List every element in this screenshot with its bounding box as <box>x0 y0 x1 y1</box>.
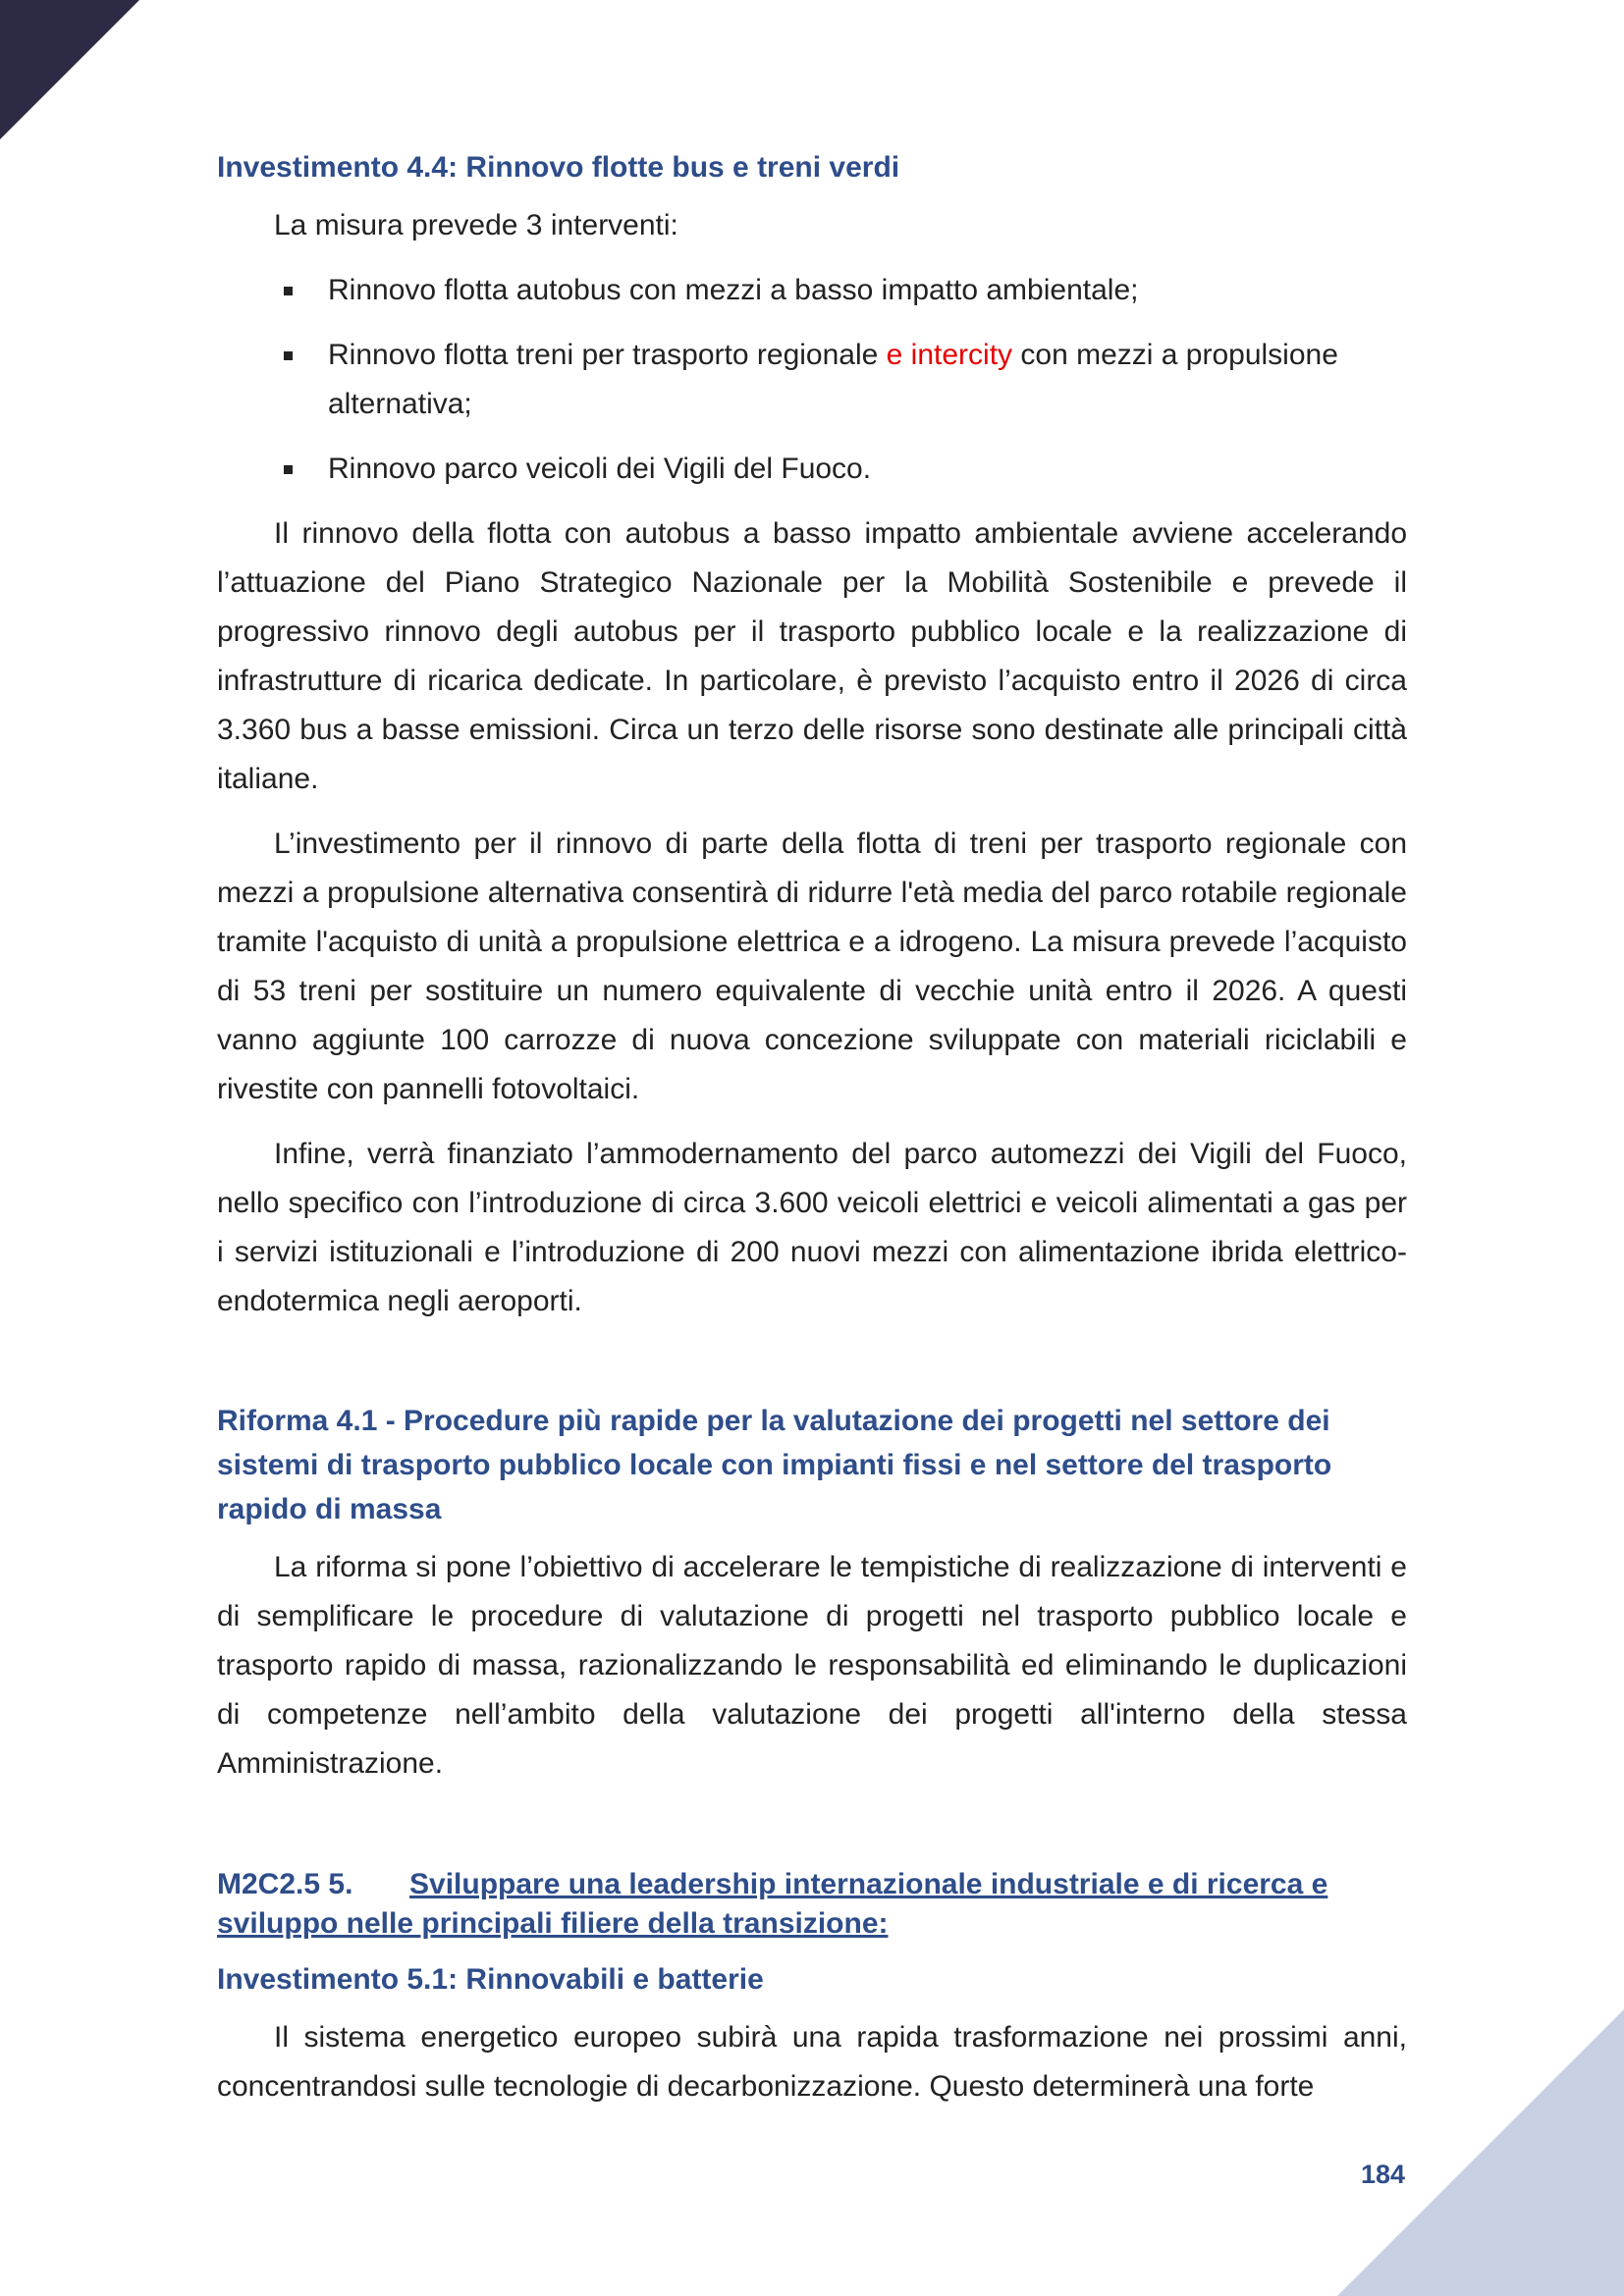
bullet-text-post: con mezzi a propulsione alternativa; <box>328 339 1338 420</box>
section-title: Sviluppare una leadership internazionale industriale e di ricerca e sviluppo nelle principali filiere della transizione: <box>217 1868 1328 1940</box>
bullet-text: Rinnovo parco veicoli dei Vigili del Fuoco. <box>328 453 872 485</box>
highlighted-text: e intercity <box>886 339 1013 371</box>
intro-text: La misura prevede 3 interventi: <box>274 209 678 241</box>
bullet-square-icon <box>284 287 293 295</box>
bullet-square-icon <box>284 465 293 474</box>
heading-m2c2-5 <box>217 1865 1407 1944</box>
bullet-square-icon <box>284 351 293 360</box>
paragraph-riforma: La riforma si pone l’obiettivo di accelerare le tempistiche di realizzazione di interventi e di semplificare le procedure di valutazione di progetti nel trasporto pubblico locale e trasporto rapido di massa, razionalizzando le responsabilità ed eliminando le duplicazioni di competenze nell’ambito della valutazione dei progetti all'interno della stessa Amministrazione. <box>217 1551 1407 1780</box>
list-item <box>217 266 1407 315</box>
heading-riforma-4-1: Riforma 4.1 - Procedure più rapide per la valutazione dei progetti nel settore dei sistemi di trasporto pubblico locale con impianti fissi e nel settore del trasporto rapido di massa <box>217 1405 1332 1525</box>
bullet-text: Rinnovo flotta autobus con mezzi a basso impatto ambientale; <box>328 274 1139 306</box>
list-item <box>217 331 1407 429</box>
bullet-list <box>217 266 1407 494</box>
heading-investimento-5-1: Investimento 5.1: Rinnovabili e batterie <box>217 1963 764 1996</box>
list-item <box>217 445 1407 494</box>
paragraph-vigili-fuoco: Infine, verrà finanziato l’ammodernamento del parco automezzi dei Vigili del Fuoco, nello specifico con l’introduzione di circa 3.600 veicoli elettrici e veicoli alimentati a gas per i servizi istituzionali e l’introduzione di 200 nuovi mezzi con alimentazione ibrida elettrico-endotermica negli aeroporti. <box>217 1138 1407 1317</box>
paragraph-autobus: Il rinnovo della flotta con autobus a basso impatto ambientale avviene accelerando l’attuazione del Piano Strategico Nazionale per la Mobilità Sostenibile e prevede il progressivo rinnovo degli autobus per il trasporto pubblico locale e la realizzazione di infrastrutture di ricarica dedicate. In particolare, è previsto l’acquisto entro il 2026 di circa 3.360 bus a basse emissioni. Circa un terzo delle risorse sono destinate alle principali città italiane. <box>217 517 1407 795</box>
paragraph-treni: L’investimento per il rinnovo di parte della flotta di treni per trasporto regionale con mezzi a propulsione alternativa consentirà di ridurre l'età media del parco rotabile regionale tramite l'acquisto di unità a propulsione elettrica e a idrogeno. La misura prevede l’acquisto di 53 treni per sostituire un numero equivalente di vecchie unità entro il 2026. A questi vanno aggiunte 100 carrozze di nuova concezione sviluppate con materiali riciclabili e rivestite con pannelli fotovoltaici. <box>217 828 1407 1105</box>
section-number: M2C2.5 5. <box>217 1868 353 1900</box>
page-number: 184 <box>1361 2160 1406 2189</box>
document-content <box>217 145 1407 2111</box>
bullet-text-pre: Rinnovo flotta treni per trasporto regionale <box>328 339 887 371</box>
paragraph-sistema-energetico: Il sistema energetico europeo subirà una rapida trasformazione nei prossimi anni, concentrandosi sulle tecnologie di decarbonizzazione. Questo determinerà una forte <box>217 2021 1407 2103</box>
heading-investimento-4-4: Investimento 4.4: Rinnovo flotte bus e treni verdi <box>217 151 900 184</box>
corner-decoration-top-left <box>0 0 139 139</box>
